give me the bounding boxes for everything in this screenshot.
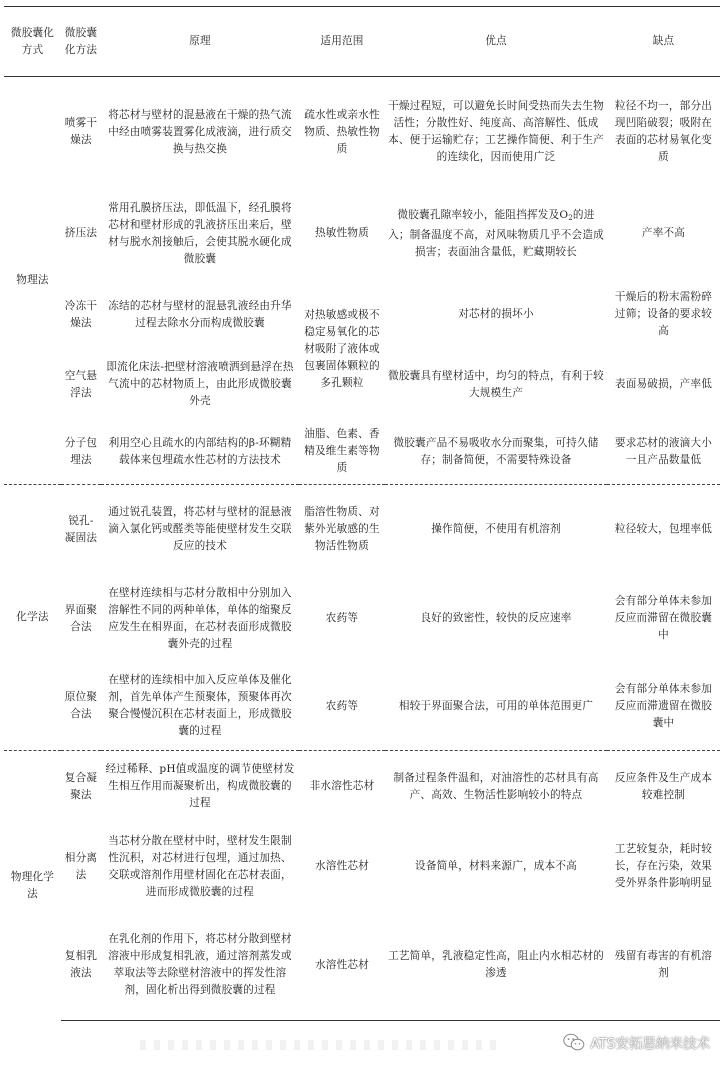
watermark bbox=[563, 1031, 710, 1053]
principle-cell: 在乳化剂的作用下，将芯材分散到壁材溶液中形成复相乳液，通过溶剂蒸发或萃取法等去除壁材溶液中的挥发性溶剂，固化析出得到微胶囊的过程 bbox=[101, 911, 299, 1021]
microencapsulation-table bbox=[4, 6, 720, 1021]
scope-cell: 油脂、色素、香精及维生素等物质 bbox=[304, 428, 380, 475]
method-cell: 复相乳液法 bbox=[61, 911, 101, 1021]
advantages-cell: 微胶囊具有壁材适中，均匀的特点，有利于较大规模生产 bbox=[388, 369, 604, 399]
disadvantages-cell: 要求芯材的液滴大小一且产品数量低 bbox=[614, 436, 713, 466]
disadvantages-cell: 粒径不均一，部分出现凹陷破裂；吸附在表面的芯材易氧化变质 bbox=[614, 100, 713, 164]
method-cell: 原位聚合法 bbox=[64, 691, 98, 721]
principle-text: 利用空心且疏水的内部结构的β-环糊精载体来包埋疏水性芯材的方法技术 bbox=[108, 436, 292, 466]
table-row bbox=[4, 575, 720, 663]
table-row bbox=[4, 751, 720, 823]
advantages-cell: 设备简单，材料来源广，成本不高 bbox=[415, 860, 577, 872]
principle-cell: 当芯材分散在壁材中时，壁材发生限制性沉积，对芯材进行包埋，通过加热、交联或溶剂作用壁材固化在芯材表面，进而形成微胶囊的过程 bbox=[108, 834, 292, 898]
table-row bbox=[4, 911, 720, 1021]
header-method: 微胶囊化方法 bbox=[61, 7, 101, 77]
principle-cell: 在壁材连续相与芯材分散相中分别加入溶解性不同的两种单体，单体的缩聚反应发生在相界面，在芯材表面形成微胶囊外壳的过程 bbox=[108, 586, 292, 650]
method-cell: 界面聚合法 bbox=[64, 603, 98, 633]
method-cell: 锐孔-凝固法 bbox=[61, 485, 101, 575]
category-cell-physical: 物理法 bbox=[16, 274, 49, 286]
advantages-cell: 制备过程条件温和，对油溶性的芯材具有高产、高效、生物活性影响较小的特点 bbox=[385, 751, 607, 823]
method-cell: 空气悬浮法 bbox=[64, 369, 98, 399]
scope-cell: 农药等 bbox=[325, 699, 359, 712]
advantages-cell bbox=[385, 188, 607, 280]
advantages-text-pre: 微胶囊孔隙率较小，能阻挡挥发及O bbox=[397, 208, 569, 221]
disadvantages-cell: 工艺较复杂，耗时较长，存在污染，效果受外界条件影响明显 bbox=[614, 843, 713, 889]
scope-cell: 非水溶性芯材 bbox=[299, 751, 385, 823]
method-cell: 分子包埋法 bbox=[64, 436, 98, 466]
disadvantages-cell: 残留有毒害的有机溶剂 bbox=[607, 911, 720, 1021]
category-cell-chemical: 化学法 bbox=[4, 485, 61, 751]
principle-cell: 常用孔膜挤压法，即低温下，经孔膜将芯材和壁材形成的乳液挤压出来后，壁材与脱水剂接触后，会使其脱水硬化成微胶囊 bbox=[108, 201, 292, 265]
principle-cell bbox=[101, 420, 299, 485]
scope-cell: 脂溶性物质、对紫外光敏感的生物活性物质 bbox=[299, 485, 385, 575]
scope-cell: 热敏性物质 bbox=[315, 227, 369, 239]
advantages-cell: 工艺简单，乳液稳定性高，阻止内水相芯材的渗透 bbox=[385, 911, 607, 1021]
header-scope: 适用范围 bbox=[299, 7, 385, 77]
category-cell-physicochemical: 物理化学法 bbox=[4, 751, 61, 1021]
table-row bbox=[4, 77, 720, 188]
disadvantages-cell: 会有部分单体未参加反应而滞遗留在微胶囊中 bbox=[614, 682, 713, 729]
advantages-cell: 干燥过程短，可以避免长时间受热而失去生物活性；分散性好、纯度高、高溶解性、低成本、便于运输贮存；工艺操作简便、利于生产的连续化，因而使用广泛 bbox=[388, 100, 604, 164]
scope-cell: 水溶性芯材 bbox=[315, 860, 369, 872]
method-cell: 挤压法 bbox=[64, 227, 98, 239]
principle-cell: 通过锐孔装置，将芯材与壁材的混悬液滴入氯化钙或醛类等能使壁材发生交联反应的技术 bbox=[101, 485, 299, 575]
table-row bbox=[4, 663, 720, 751]
principle-cell: 即流化床法-把壁材溶液喷洒到悬浮在热气流中的芯材物质上，由此形成微胶囊外壳 bbox=[106, 361, 294, 407]
method-cell: 相分离法 bbox=[64, 851, 98, 881]
method-cell: 复合凝聚法 bbox=[61, 751, 101, 823]
advantages-subscript: 2 bbox=[568, 213, 573, 222]
disadvantages-cell: 产率不高 bbox=[641, 227, 686, 239]
principle-cell: 冻结的芯材与壁材的混悬乳液经由升华过程去除水分而构成微胶囊 bbox=[108, 299, 292, 329]
table-row bbox=[4, 485, 720, 575]
disadvantages-cell: 干燥后的粉末需粉碎过筛；设备的要求较高 bbox=[614, 291, 713, 337]
disadvantages-cell: 反应条件及生产成本较难控制 bbox=[607, 751, 720, 823]
advantages-cell: 操作简便，不使用有机溶剂 bbox=[385, 485, 607, 575]
disadvantages-cell: 表面易破损，产率低 bbox=[614, 378, 713, 390]
advantages-text-post: 的进入；制备温度不高，对风味物质几乎不会造成损害；表面油含量低，贮藏期较长 bbox=[388, 208, 604, 258]
scope-cell: 水溶性芯材 bbox=[299, 911, 385, 1021]
faint-caption-artifact bbox=[140, 1040, 500, 1050]
header-disadvantages: 缺点 bbox=[607, 7, 720, 77]
principle-cell: 经过稀释、pH值或温度的调节使壁材发生相互作用而凝聚析出，构成微胶囊的过程 bbox=[101, 751, 299, 823]
table-row bbox=[4, 420, 720, 485]
scope-cell: 对热敏感或极不稳定易氧化的芯材吸附了液体或包裹固体颗粒的多孔颗粒 bbox=[304, 309, 380, 389]
table-header-row bbox=[4, 7, 720, 77]
method-cell: 冷冻干燥法 bbox=[64, 299, 98, 329]
table-row bbox=[4, 280, 720, 350]
disadvantages-cell: 会有部分单体未参加反应而滞留在微胶囊中 bbox=[614, 595, 713, 641]
header-category: 微胶囊化方式 bbox=[4, 7, 61, 77]
watermark-text: ATS安拓思纳米技术 bbox=[590, 1036, 710, 1052]
header-principle: 原理 bbox=[101, 7, 299, 77]
scope-cell: 农药等 bbox=[325, 612, 359, 624]
advantages-cell: 微胶囊产品不易吸收水分而聚集，可持久储存；制备简便，不需要特殊设备 bbox=[393, 436, 599, 466]
disadvantages-cell: 粒径较大，包埋率低 bbox=[607, 485, 720, 575]
advantages-cell: 相较于界面聚合法，可用的单体范围更广 bbox=[398, 699, 594, 712]
wechat-icon bbox=[563, 1033, 585, 1052]
principle-cell: 将芯材与壁材的混悬液在干燥的热气流中经由喷雾装置雾化成液滴，进行质交换与热交换 bbox=[108, 108, 292, 155]
method-cell: 喷雾干燥法 bbox=[64, 117, 98, 147]
table-row bbox=[4, 188, 720, 280]
table-row bbox=[4, 823, 720, 911]
scope-cell: 疏水性或亲水性物质、热敏性物质 bbox=[304, 108, 380, 155]
advantages-cell: 对芯材的损坏小 bbox=[458, 308, 534, 320]
advantages-cell: 良好的致密性，较快的反应速率 bbox=[420, 612, 572, 624]
principle-cell: 在壁材的连续相中加入反应单体及催化剂，首先单体产生预聚体，预聚体再次聚合慢慢沉积在芯材表面上，形成微胶囊的过程 bbox=[108, 674, 292, 738]
header-advantages: 优点 bbox=[385, 7, 607, 77]
